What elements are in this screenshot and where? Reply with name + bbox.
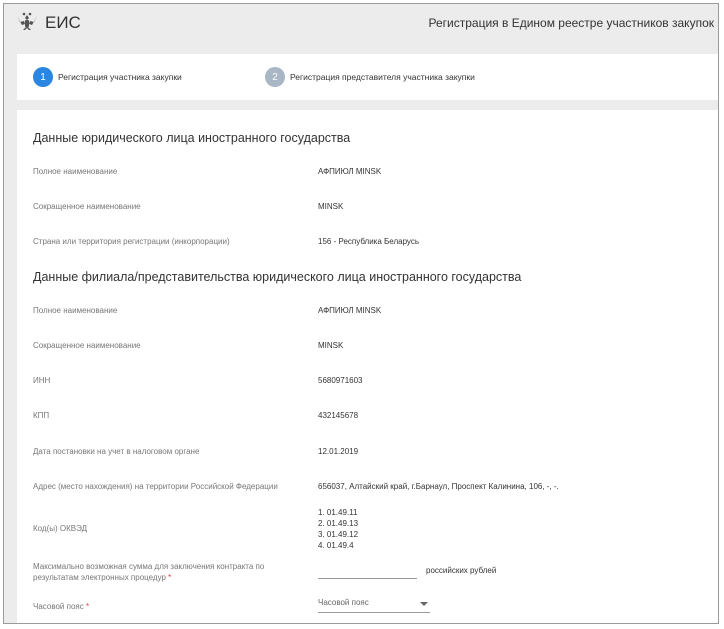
step-1-number: 1	[33, 67, 53, 87]
address-label: Адрес (место нахождения) на территории Российской Федерации	[33, 482, 278, 491]
max-amount-label-line2: результатам электронных процедур	[33, 573, 166, 582]
legal-entity-section-title: Данные юридического лица иностранного государства	[33, 131, 351, 145]
max-amount-input[interactable]	[318, 564, 417, 579]
branch-short-name-label: Сокращенное наименование	[33, 341, 141, 350]
legal-short-name-value: MINSK	[318, 202, 344, 211]
timezone-select[interactable]	[318, 598, 430, 613]
branch-full-name-label: Полное наименование	[33, 306, 118, 315]
registration-stepper	[17, 54, 718, 100]
required-asterisk: *	[168, 573, 172, 582]
kpp-label: КПП	[33, 411, 50, 420]
kpp-value: 432145678	[318, 411, 359, 420]
okved-code: 4. 01.49.4	[318, 541, 354, 550]
eagle-emblem-icon	[16, 11, 38, 33]
tax-registration-date-label: Дата постановки на учет в налоговом органе	[33, 447, 200, 456]
legal-full-name-value: АФПИЮЛ MINSK	[318, 167, 382, 176]
inn-label: ИНН	[33, 376, 51, 385]
inn-value: 5680971603	[318, 376, 363, 385]
form-card	[17, 110, 718, 624]
legal-short-name-label: Сокращенное наименование	[33, 202, 141, 211]
branch-full-name-value: АФПИЮЛ MINSK	[318, 306, 382, 315]
app-name[interactable]: ЕИС	[45, 13, 81, 32]
okved-code: 3. 01.49.12	[318, 530, 359, 539]
step-1[interactable]	[33, 67, 182, 87]
step-1-label: Регистрация участника закупки	[58, 72, 182, 82]
address-value: 656037, Алтайский край, г.Барнаул, Проспект Калинина, 106, -, -.	[318, 482, 559, 491]
step-2-number: 2	[265, 67, 285, 87]
tax-registration-date-value: 12.01.2019	[318, 447, 359, 456]
max-amount-label-line1: Максимально возможная сумма для заключения контракта по	[33, 562, 265, 571]
step-2[interactable]	[265, 67, 475, 87]
okved-codes-list	[318, 507, 358, 551]
legal-country-value: 156 - Республика Беларусь	[318, 237, 420, 246]
max-amount-unit: российских рублей	[426, 566, 497, 575]
timezone-label: Часовой пояс	[33, 602, 84, 611]
legal-country-label: Страна или территория регистрации (инкорпорации)	[33, 237, 230, 246]
step-2-label: Регистрация представителя участника закупки	[290, 72, 475, 82]
top-header	[4, 4, 718, 42]
page-title: Регистрация в Едином реестре участников закупок	[428, 16, 714, 30]
window-frame	[3, 3, 719, 624]
max-amount-label	[33, 561, 264, 583]
okved-label: Код(ы) ОКВЭД	[33, 524, 88, 533]
chevron-down-icon[interactable]	[420, 602, 428, 606]
legal-full-name-label: Полное наименование	[33, 167, 118, 176]
branch-short-name-value: MINSK	[318, 341, 344, 350]
okved-code: 2. 01.49.13	[318, 519, 359, 528]
timezone-select-value: Часовой пояс	[318, 598, 369, 607]
okved-code: 1. 01.49.11	[318, 508, 358, 517]
branch-section-title: Данные филиала/представительства юридического лица иностранного государства	[33, 270, 522, 284]
required-asterisk: *	[85, 602, 90, 611]
timezone-label-wrap	[33, 602, 89, 611]
